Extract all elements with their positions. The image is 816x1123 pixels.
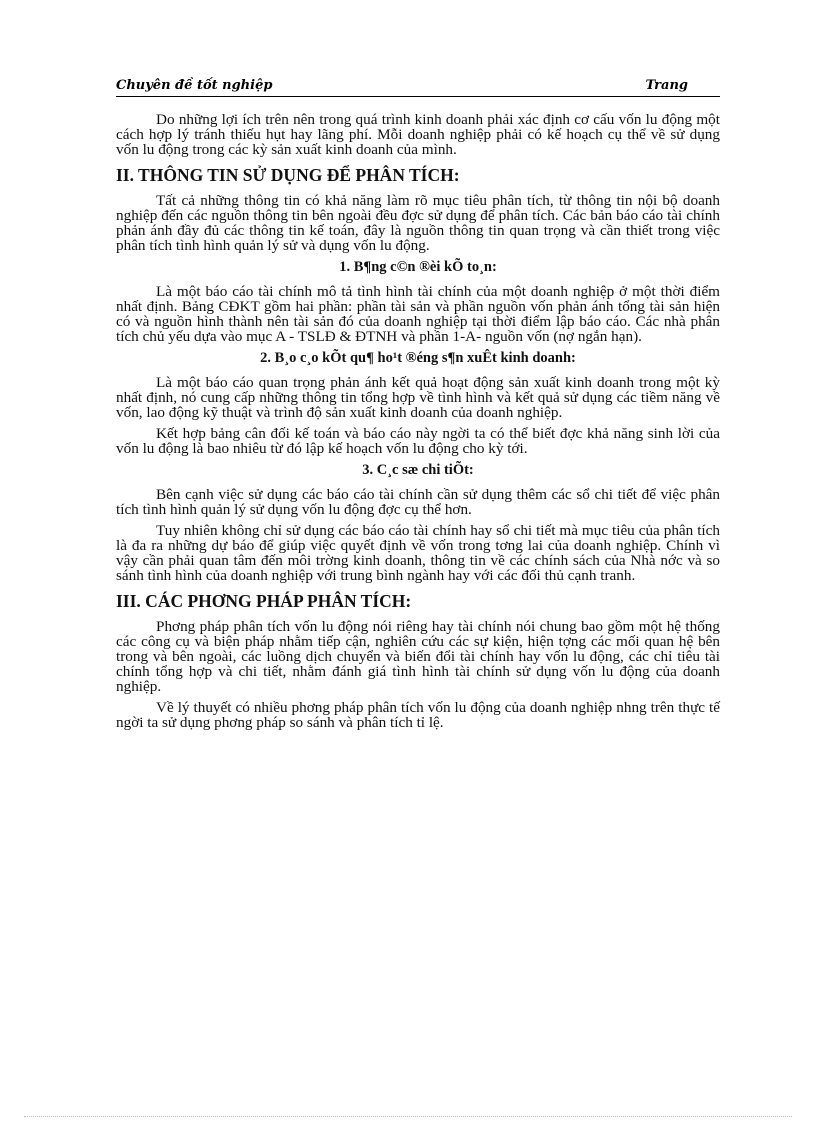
section-heading: II. THÔNG TIN SỬ DỤNG ĐỂ PHÂN TÍCH: (116, 165, 460, 185)
paragraph: Là một báo cáo tài chính mô tả tình hình tài chính của một doanh nghiệp ở một thời điểm nhất định. Bảng CĐKT gồm hai phần: phần tài sản và phần nguồn vốn phản ánh tổng tài sản hiện có và nguồn hình thành nên tài sản đó của doanh nghiệp tại thời điểm lập báo cáo. Các nhà phân tích chủ yếu dựa vào mục A - TSLĐ & ĐTNH và phần 1-A- nguồn vốn (nợ ngắn hạn). (116, 283, 720, 345)
header-page-label: Trang (645, 78, 688, 93)
paragraph: Là một báo cáo quan trọng phản ánh kết quả hoạt động sản xuất kinh doanh trong một kỳ nhất định, nó cung cấp những thông tin tổng hợp về tình hình và kết quả sử dụng các tiềm năng về vốn, lao động kỹ thuật và trình độ sản xuất kinh doanh của doanh nghiệp. (116, 374, 720, 421)
subsection-heading: 1. B¶ng c©n ®èi kÕ to¸n: (339, 259, 497, 275)
paragraph: Tất cả những thông tin có khả năng làm rõ mục tiêu phân tích, từ thông tin nội bộ doanh nghiệp đến các nguồn thông tin bên ngoài đều đợc sử dụng để phân tích. Các bản báo cáo tài chính phản ánh đầy đủ các thông tin kế toán, đây là nguồn thông tin quan trọng và cần thiết trong việc phân tích tình hình quản lý sử và dụng vốn lu động. (116, 192, 720, 254)
footer-divider (24, 1116, 792, 1117)
subsection-heading: 3. C¸c sæ chi tiÕt: (362, 462, 474, 478)
page-header (116, 78, 720, 97)
section-heading: III. CÁC PHƠNG PHÁP PHÂN TÍCH: (116, 591, 412, 611)
paragraph: Kết hợp bảng cân đối kế toán và báo cáo này ngời ta có thể biết đợc khả năng sinh lời của vốn lu động là bao nhiêu từ đó lập kế hoạch vốn lu động cho kỳ tới. (116, 425, 720, 457)
paragraph: Về lý thuyết có nhiều phơng pháp phân tích vốn lu động của doanh nghiệp nhng trên thực tế ngời ta sử dụng phơng pháp so sánh và phân tích tỉ lệ. (116, 699, 720, 731)
paragraph: Tuy nhiên không chỉ sử dụng các báo cáo tài chính hay sổ chi tiết mà mục tiêu của phân tích là đa ra những dự báo để giúp việc quyết định về vốn trong tơng lai của doanh nghiệp. Chính vì vậy cần phải quan tâm đến môi trờng kinh doanh, thông tin về các chính sách của Nhà nớc và so sánh tình hình của doanh nghiệp với trung bình ngành hay với các đối thủ cạnh tranh. (116, 522, 720, 584)
paragraph: Bên cạnh việc sử dụng các báo cáo tài chính cần sử dụng thêm các sổ chi tiết để việc phân tích tình hình quản lý sử dụng vốn lu động đợc cụ thể hơn. (116, 486, 720, 518)
paragraph: Do những lợi ích trên nên trong quá trình kinh doanh phải xác định cơ cấu vốn lu động một cách hợp lý tránh thiếu hụt hay lãng phí. Mỗi doanh nghiệp phải có kế hoạch cụ thể về sử dụng vốn lu động trong các kỳ sản xuất kinh doanh của mình. (116, 111, 720, 158)
header-title: Chuyên đề tốt nghiệp (116, 78, 273, 93)
document-body (116, 112, 720, 736)
subsection-heading: 2. B¸o c¸o kÕt qu¶ ho¹t ®éng s¶n xuÊt kinh doanh: (260, 350, 576, 366)
paragraph: Phơng pháp phân tích vốn lu động nói riêng hay tài chính nói chung bao gồm một hệ thống các công cụ và biện pháp nhằm tiếp cận, nghiên cứu các sự kiện, hiện tợng các mối quan hệ bên trong và bên ngoài, các luồng dịch chuyển và biến đổi tài chính hay vốn lu động, các chỉ tiêu tài chính tổng hợp và chi tiết, nhằm đánh giá tình hình tài chính sử dụng vốn lu động của doanh nghiệp. (116, 618, 720, 695)
